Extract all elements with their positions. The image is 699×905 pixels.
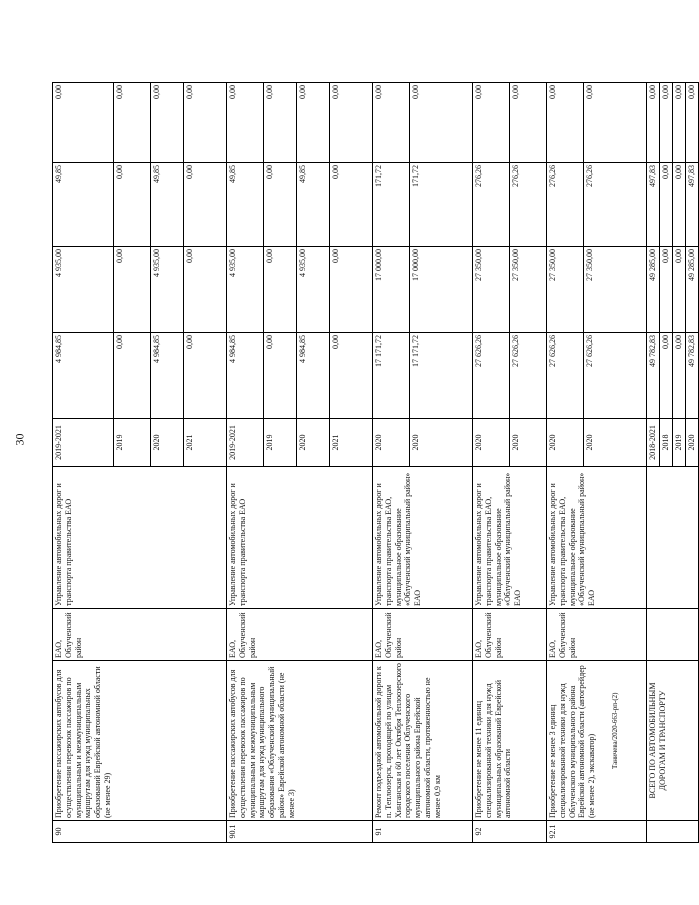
area-cell: ЕАО, Облученский район [547, 609, 647, 661]
federal-cell: 4 935,00 [53, 247, 114, 333]
table-row [227, 83, 264, 843]
total-cell: 4 984,85 [151, 333, 184, 419]
total-cell: 4 984,85 [227, 333, 264, 419]
federal-cell: 49 285,00 [686, 247, 699, 333]
regional-cell: 0,00 [660, 163, 673, 247]
measure-cell: Приобретение не менее 11 единиц специализированной техники для нужд муниципальных образований Еврейской автономной области [473, 661, 547, 821]
executor-cell: Управление автомобильных дорог и транспорта правительства ЕАО [53, 467, 227, 609]
total-cell: 0,00 [264, 333, 297, 419]
period-cell: 2021 [184, 419, 227, 467]
regional-cell: 0,00 [264, 163, 297, 247]
municipal-cell: 0,00 [114, 83, 151, 163]
table-row [473, 83, 510, 843]
federal-cell: 4 935,00 [297, 247, 330, 333]
regional-cell: 49,85 [151, 163, 184, 247]
federal-cell: 27 350,00 [510, 247, 547, 333]
regional-cell: 49,85 [227, 163, 264, 247]
municipal-cell: 0,00 [547, 83, 584, 163]
federal-cell: 0,00 [184, 247, 227, 333]
table-row [547, 83, 584, 843]
period-cell: 2018-2021 [647, 419, 660, 467]
executor-cell: Управление автомобильных дорог и транспорта правительства ЕАО, муниципальное образование «Облученский муниципальный район» ЕАО [473, 467, 547, 609]
row-number: 90 [53, 821, 227, 843]
municipal-cell: 0,00 [227, 83, 264, 163]
municipal-cell: 0,00 [373, 83, 410, 163]
total-cell: 0,00 [114, 333, 151, 419]
page-number-area [0, 0, 36, 905]
federal-cell: 0,00 [330, 247, 373, 333]
document-code: Таничева/2020-663-рп-(2) [611, 692, 619, 769]
period-cell: 2020 [410, 419, 473, 467]
total-cell: 27 626,26 [510, 333, 547, 419]
row-number: 91 [373, 821, 473, 843]
measure-cell: Приобретение не менее 3 единиц специализированной техники для нужд Облученского муниципального района Еврейской автономной области (автогрейдер (не менее 2), экскаватор) [547, 661, 647, 821]
program-measures-table [52, 82, 699, 843]
period-cell: 2020 [297, 419, 330, 467]
total-blank-cell [647, 467, 699, 609]
period-cell: 2020 [373, 419, 410, 467]
municipal-cell: 0,00 [647, 83, 660, 163]
measure-cell: Приобретение пассажирских автобусов для осуществления перевозок пассажиров по муниципальным и межмуниципальным маршрутам для нужд муниципального образования «Облученский муниципальный район» Еврейской автономной области (не менее 3) [227, 661, 373, 821]
municipal-cell: 0,00 [297, 83, 330, 163]
table-row [373, 83, 410, 843]
area-cell: ЕАО, Облученский район [373, 609, 473, 661]
federal-cell: 27 350,00 [584, 247, 647, 333]
total-cell: 17 171,72 [373, 333, 410, 419]
area-cell: ЕАО, Облученский район [473, 609, 547, 661]
federal-cell: 0,00 [660, 247, 673, 333]
regional-cell: 276,26 [473, 163, 510, 247]
period-cell: 2020 [584, 419, 647, 467]
period-cell: 2020 [151, 419, 184, 467]
page-number: 30 [12, 433, 27, 446]
municipal-cell: 0,00 [151, 83, 184, 163]
period-cell: 2020 [473, 419, 510, 467]
federal-cell: 17 000,00 [373, 247, 410, 333]
municipal-cell: 0,00 [584, 83, 647, 163]
regional-cell: 276,26 [510, 163, 547, 247]
municipal-cell: 0,00 [184, 83, 227, 163]
total-cell: 17 171,72 [410, 333, 473, 419]
municipal-cell: 0,00 [686, 83, 699, 163]
municipal-cell: 0,00 [264, 83, 297, 163]
federal-cell: 4 935,00 [151, 247, 184, 333]
area-cell: ЕАО, Облученский район [53, 609, 227, 661]
period-cell: 2020 [686, 419, 699, 467]
federal-cell: 0,00 [114, 247, 151, 333]
municipal-cell: 0,00 [473, 83, 510, 163]
federal-cell: 0,00 [264, 247, 297, 333]
total-cell: 49 782,83 [686, 333, 699, 419]
total-cell: 4 984,85 [53, 333, 114, 419]
regional-cell: 497,83 [686, 163, 699, 247]
period-cell: 2021 [330, 419, 373, 467]
regional-cell: 0,00 [330, 163, 373, 247]
executor-cell: Управление автомобильных дорог и транспорта правительства ЕАО [227, 467, 373, 609]
regional-cell: 0,00 [114, 163, 151, 247]
municipal-cell: 0,00 [660, 83, 673, 163]
measure-cell: Ремонт подъездной автомобильной дороги к п. Теплоозерск, проходящей по улицам Хинганская и 60 лет Октября Теплоозерского городского поселения Облученского муниципального района Еврейской автономной области, протяженностью не менее 0,9 км [373, 661, 473, 821]
total-cell: 0,00 [330, 333, 373, 419]
period-cell: 2019-2021 [227, 419, 264, 467]
regional-cell: 0,00 [673, 163, 686, 247]
table-row [53, 83, 114, 843]
row-number: 92.1 [547, 821, 647, 843]
period-cell: 2019 [264, 419, 297, 467]
total-caption: ВСЕГО ПО АВТОМОБИЛЬНЫМ ДОРОГАМ И ТРАНСПОРТУ [647, 661, 699, 821]
period-cell: 2018 [660, 419, 673, 467]
regional-cell: 276,26 [584, 163, 647, 247]
regional-cell: 49,85 [297, 163, 330, 247]
area-cell: ЕАО, Облученский район [227, 609, 373, 661]
total-cell: 27 626,26 [547, 333, 584, 419]
municipal-cell: 0,00 [410, 83, 473, 163]
municipal-cell: 0,00 [330, 83, 373, 163]
federal-cell: 0,00 [673, 247, 686, 333]
period-cell: 2020 [510, 419, 547, 467]
regional-cell: 497,83 [647, 163, 660, 247]
executor-cell: Управление автомобильных дорог и транспорта правительства ЕАО, муниципальное образование «Облученский муниципальный район» ЕАО [547, 467, 647, 609]
regional-cell: 171,72 [373, 163, 410, 247]
total-cell: 0,00 [184, 333, 227, 419]
total-cell: 49 782,83 [647, 333, 660, 419]
table-row [647, 83, 660, 843]
total-cell: 27 626,26 [473, 333, 510, 419]
measure-cell: Приобретение пассажирских автобусов для осуществления перевозок пассажиров по муниципальным и межмуниципальным маршрутам для нужд муниципальных образований Еврейской автономной области (не менее 29) [53, 661, 227, 821]
federal-cell: 49 285,00 [647, 247, 660, 333]
federal-cell: 17 000,00 [410, 247, 473, 333]
period-cell: 2019 [114, 419, 151, 467]
municipal-cell: 0,00 [673, 83, 686, 163]
row-number: 92 [473, 821, 547, 843]
federal-cell: 4 935,00 [227, 247, 264, 333]
municipal-cell: 0,00 [53, 83, 114, 163]
total-blank-cell [647, 821, 699, 843]
regional-cell: 171,72 [410, 163, 473, 247]
municipal-cell: 0,00 [510, 83, 547, 163]
regional-cell: 0,00 [184, 163, 227, 247]
total-cell: 0,00 [673, 333, 686, 419]
total-cell: 0,00 [660, 333, 673, 419]
period-cell: 2020 [547, 419, 584, 467]
federal-cell: 27 350,00 [547, 247, 584, 333]
regional-cell: 49,85 [53, 163, 114, 247]
period-cell: 2019-2021 [53, 419, 114, 467]
executor-cell: Управление автомобильных дорог и транспорта правительства ЕАО, муниципальное образование «Облученский муниципальный район» ЕАО [373, 467, 473, 609]
row-number: 90.1 [227, 821, 373, 843]
total-cell: 27 626,26 [584, 333, 647, 419]
federal-cell: 27 350,00 [473, 247, 510, 333]
total-blank-cell [647, 609, 699, 661]
period-cell: 2019 [673, 419, 686, 467]
regional-cell: 276,26 [547, 163, 584, 247]
total-cell: 4 984,85 [297, 333, 330, 419]
